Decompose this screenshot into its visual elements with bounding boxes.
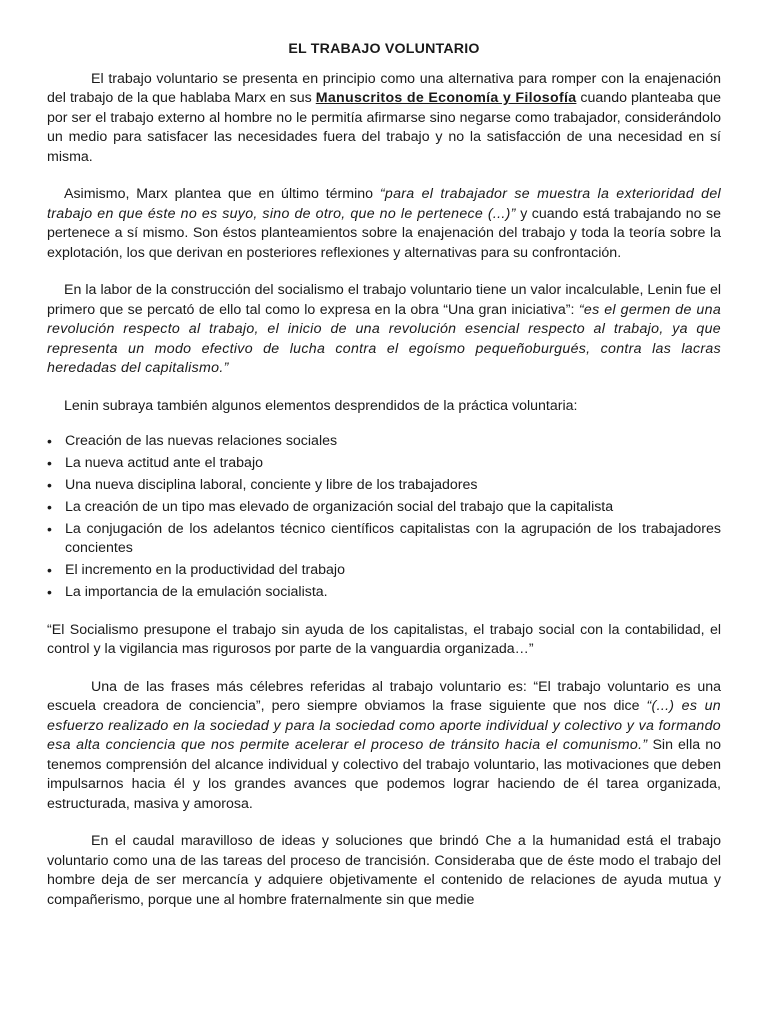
- lenin-quote: “es el germen de una revolución respecto al trabajo, el inicio de una revolución esencial respecto al trabajo, ya que representa un modo efectivo de lucha contra el egoísmo pequeñoburgués, contra las lacras heredadas del capitalismo.”: [47, 301, 722, 376]
- spacer: [47, 416, 721, 432]
- list-item: [47, 476, 721, 496]
- document-body: [47, 40, 721, 910]
- bullet-icon: •: [47, 454, 52, 471]
- list-item: [47, 498, 721, 518]
- list-item-text: El incremento en la productividad del trabajo: [65, 561, 345, 578]
- bullet-icon: •: [47, 433, 52, 449]
- list-item: [47, 520, 721, 559]
- paragraph-1: [47, 70, 721, 168]
- list-item: [47, 583, 721, 603]
- paragraph-6: [47, 678, 721, 815]
- bullet-icon: •: [47, 476, 52, 493]
- paragraph-2-text-a: Asimismo, Marx plantea que en último término: [64, 186, 380, 202]
- bullet-icon: •: [47, 561, 52, 578]
- list-item-text: Creación de las nuevas relaciones sociales: [65, 433, 338, 449]
- list-item-text: La importancia de la emulación socialista.: [65, 583, 328, 600]
- list-item: [47, 561, 721, 581]
- che-quote: “(...) es un esfuerzo realizado en la sociedad y para la sociedad como aporte individual y colectivo y va formando esa alta conciencia que nos permite acelerar el proceso de tránsito hacia el comunismo.”: [47, 698, 721, 754]
- bullet-list: [47, 432, 721, 602]
- document-title: EL TRABAJO VOLUNTARIO: [288, 41, 480, 57]
- bullet-icon: •: [47, 498, 52, 515]
- paragraph-2-text-b: y cuando está trabajando no se pertenece a sí mismo. Son éstos planteamientos sobre la enajenación del trabajo y toda la teoría sobre la explotación, los que derivan en posteriores reflexiones y alternativas para su confrontación.: [47, 205, 721, 261]
- paragraph-6-text-b: Sin ella no tenemos comprensión del alcance individual y colectivo del trabajo voluntario, las motivaciones que deben impulsarnos hacia él y los grandes avances que podemos lograr haciendo de él tarea organizada, estructurada, masiva y amorosa.: [47, 737, 721, 812]
- paragraph-2: [47, 185, 721, 263]
- paragraph-6-text-a: Una de las frases más célebres referidas al trabajo voluntario es: “El trabajo voluntario es una escuela creadora de conciencia”, pero siempre obviamos la frase siguiente que nos dice: [47, 678, 721, 715]
- paragraph-7: En el caudal maravilloso de ideas y soluciones que brindó Che a la humanidad está el trabajo voluntario como una de las tareas del proceso de trancisión. Consideraba que de éste modo el trabajo del hombre deja de ser mercancía y adquiere objetivamente el contenido de relaciones de ayuda mutua y compañerismo, porque une al hombre fraternalmente sin que medie: [47, 833, 721, 908]
- list-item: [47, 454, 721, 474]
- paragraph-3-text-a: En la labor de la construcción del socialismo el trabajo voluntario tiene un valor incalculable, Lenin fue el primero que se percató de ello tal como lo expresa en la obra “Una gran iniciativa”:: [47, 282, 721, 318]
- book-title-reference: Manuscritos de Economía y Filosofía: [315, 90, 577, 106]
- bullet-icon: •: [47, 520, 52, 537]
- paragraph-1-text-a: El trabajo voluntario se presenta en principio como una alternativa para romper con la enajenación del trabajo de la que hablaba Marx en sus: [47, 70, 721, 106]
- list-item-text: La conjugación de los adelantos técnico científicos capitalistas con la agrupación de los trabajadores concientes: [65, 520, 721, 557]
- paragraph-4: Lenin subraya también algunos elementos desprendidos de la práctica voluntaria:: [64, 397, 578, 414]
- spacer: [47, 660, 721, 678]
- list-item-text: La nueva actitud ante el trabajo: [65, 454, 263, 471]
- paragraph-5: “El Socialismo presupone el trabajo sin ayuda de los capitalistas, el trabajo social con la contabilidad, el control y la vigilancia mas rigurosos por parte de la vanguardia organizada…”: [47, 621, 721, 658]
- list-item-text: La creación de un tipo mas elevado de organización social del trabajo que la capitalista: [65, 498, 614, 515]
- spacer: [47, 167, 721, 185]
- paragraph-3: [47, 281, 721, 379]
- paragraph-1-text-b: cuando planteaba que por ser el trabajo externo al hombre no le permitía afirmarse sino negarse como trabajador, considerándolo un medio para satisfacer las necesidades fuera del trabajo y no la satisfacción de una necesidad en sí misma.: [47, 90, 721, 165]
- spacer: [47, 263, 721, 281]
- spacer: [47, 605, 721, 621]
- bullet-icon: •: [47, 583, 52, 600]
- list-item-text: Una nueva disciplina laboral, conciente y libre de los trabajadores: [65, 476, 478, 493]
- list-item: [47, 432, 721, 452]
- marx-quote: “para el trabajador se muestra la exterioridad del trabajo en que éste no es suyo, sino de otro, que no le pertenece (...)”: [47, 186, 721, 222]
- spacer: [47, 379, 721, 397]
- spacer: [47, 814, 721, 832]
